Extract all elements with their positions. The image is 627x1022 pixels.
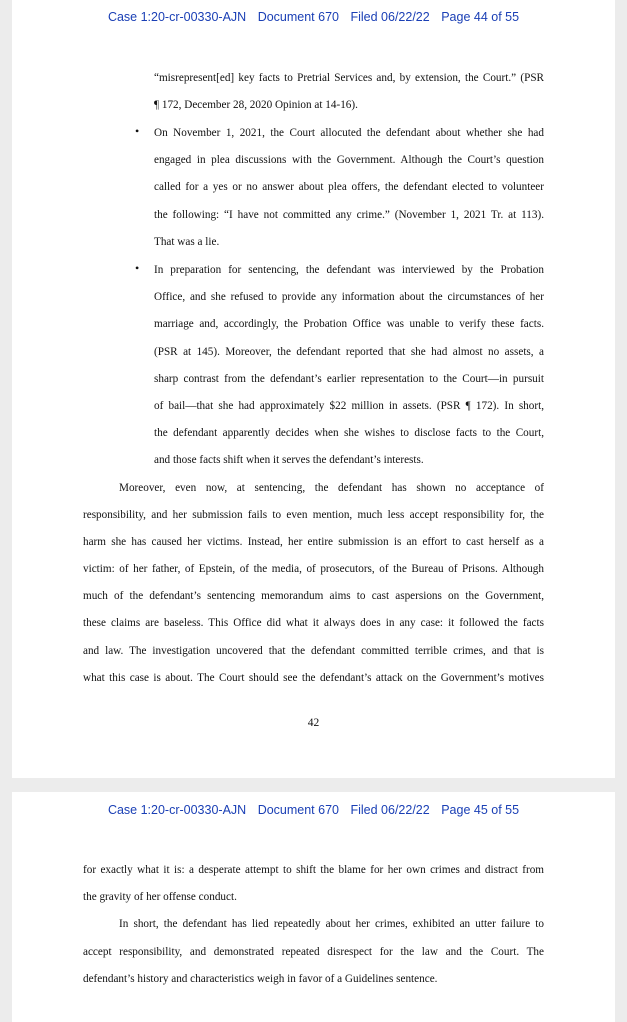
text-line: “misrepresent[ed] key facts to Pretrial Services and, by extension, the Court.” (PSR bbox=[154, 72, 544, 84]
text-line: called for a yes or no answer about plea offers, the defendant elected to volunteer bbox=[154, 181, 544, 193]
text-line: what this case is about. The Court should see the defendant’s attack on the Government’s motives bbox=[83, 672, 544, 684]
text-line: That was a lie. bbox=[154, 236, 220, 248]
text-line: harm she has caused her victims. Instead, her entire submission is an effort to cast herself as a bbox=[83, 536, 544, 548]
bullet-icon: • bbox=[135, 124, 140, 138]
page-number: 42 bbox=[307, 717, 320, 729]
page-of: Page 45 of 55 bbox=[441, 803, 520, 817]
ecf-header bbox=[12, 10, 615, 24]
bullet-icon: • bbox=[135, 261, 140, 275]
case-number: Case 1:20-cr-00330-AJN bbox=[107, 803, 247, 817]
text-line: Office, and she refused to provide any information about the circumstances of her bbox=[154, 291, 544, 303]
text-line: ¶ 172, December 28, 2020 Opinion at 14-16). bbox=[154, 99, 358, 111]
text-line: accept responsibility, and demonstrated repeated disrespect for the law and the Court. The bbox=[83, 946, 544, 958]
text-line: defendant’s history and characteristics weigh in favor of a Guidelines sentence. bbox=[83, 973, 438, 985]
text-line: In preparation for sentencing, the defendant was interviewed by the Probation bbox=[154, 264, 544, 276]
text-line: much of the defendant’s sentencing memorandum aims to cast aspersions on the Government, bbox=[83, 590, 544, 602]
ecf-header bbox=[12, 803, 615, 817]
filed-date: Filed 06/22/22 bbox=[350, 10, 430, 24]
text-line: the defendant apparently decides when she wishes to disclose facts to the Court, bbox=[154, 427, 544, 439]
text-line: of bail—that she had approximately $22 million in assets. (PSR ¶ 172). In short, bbox=[154, 400, 544, 412]
text-line: these claims are baseless. This Office did what it always does in any case: it followed the facts bbox=[83, 617, 544, 629]
text-line: responsibility, and her submission fails to even mention, much less accept responsibility for, the bbox=[83, 509, 544, 521]
text-line: (PSR at 145). Moreover, the defendant reported that she had almost no assets, a bbox=[154, 346, 544, 358]
document-page-44 bbox=[12, 0, 615, 778]
text-line: In short, the defendant has lied repeatedly about her crimes, exhibited an utter failure to bbox=[119, 918, 544, 930]
text-line: marriage and, accordingly, the Probation Office was unable to verify these facts. bbox=[154, 318, 544, 330]
text-line: victim: of her father, of Epstein, of the media, of prosecutors, of the Bureau of Prisons. Although bbox=[83, 563, 544, 575]
filed-date: Filed 06/22/22 bbox=[350, 803, 430, 817]
document-page-45 bbox=[12, 792, 615, 1022]
page-of: Page 44 of 55 bbox=[441, 10, 520, 24]
text-line: and law. The investigation uncovered that the defendant committed terrible crimes, and that is bbox=[83, 645, 544, 657]
text-line: for exactly what it is: a desperate attempt to shift the blame for her own crimes and distract from bbox=[83, 864, 544, 876]
text-line: Moreover, even now, at sentencing, the defendant has shown no acceptance of bbox=[119, 482, 544, 494]
text-line: On November 1, 2021, the Court allocuted the defendant about whether she had bbox=[154, 127, 544, 139]
text-line: sharp contrast from the defendant’s earlier representation to the Court—in pursuit bbox=[154, 373, 544, 385]
document-number: Document 670 bbox=[257, 803, 339, 817]
document-number: Document 670 bbox=[257, 10, 339, 24]
text-line: the gravity of her offense conduct. bbox=[83, 891, 237, 903]
text-line: the following: “I have not committed any crime.” (November 1, 2021 Tr. at 113). bbox=[154, 209, 544, 221]
text-line: and those facts shift when it serves the defendant’s interests. bbox=[154, 454, 424, 466]
case-number: Case 1:20-cr-00330-AJN bbox=[107, 10, 247, 24]
text-line: engaged in plea discussions with the Government. Although the Court’s question bbox=[154, 154, 544, 166]
